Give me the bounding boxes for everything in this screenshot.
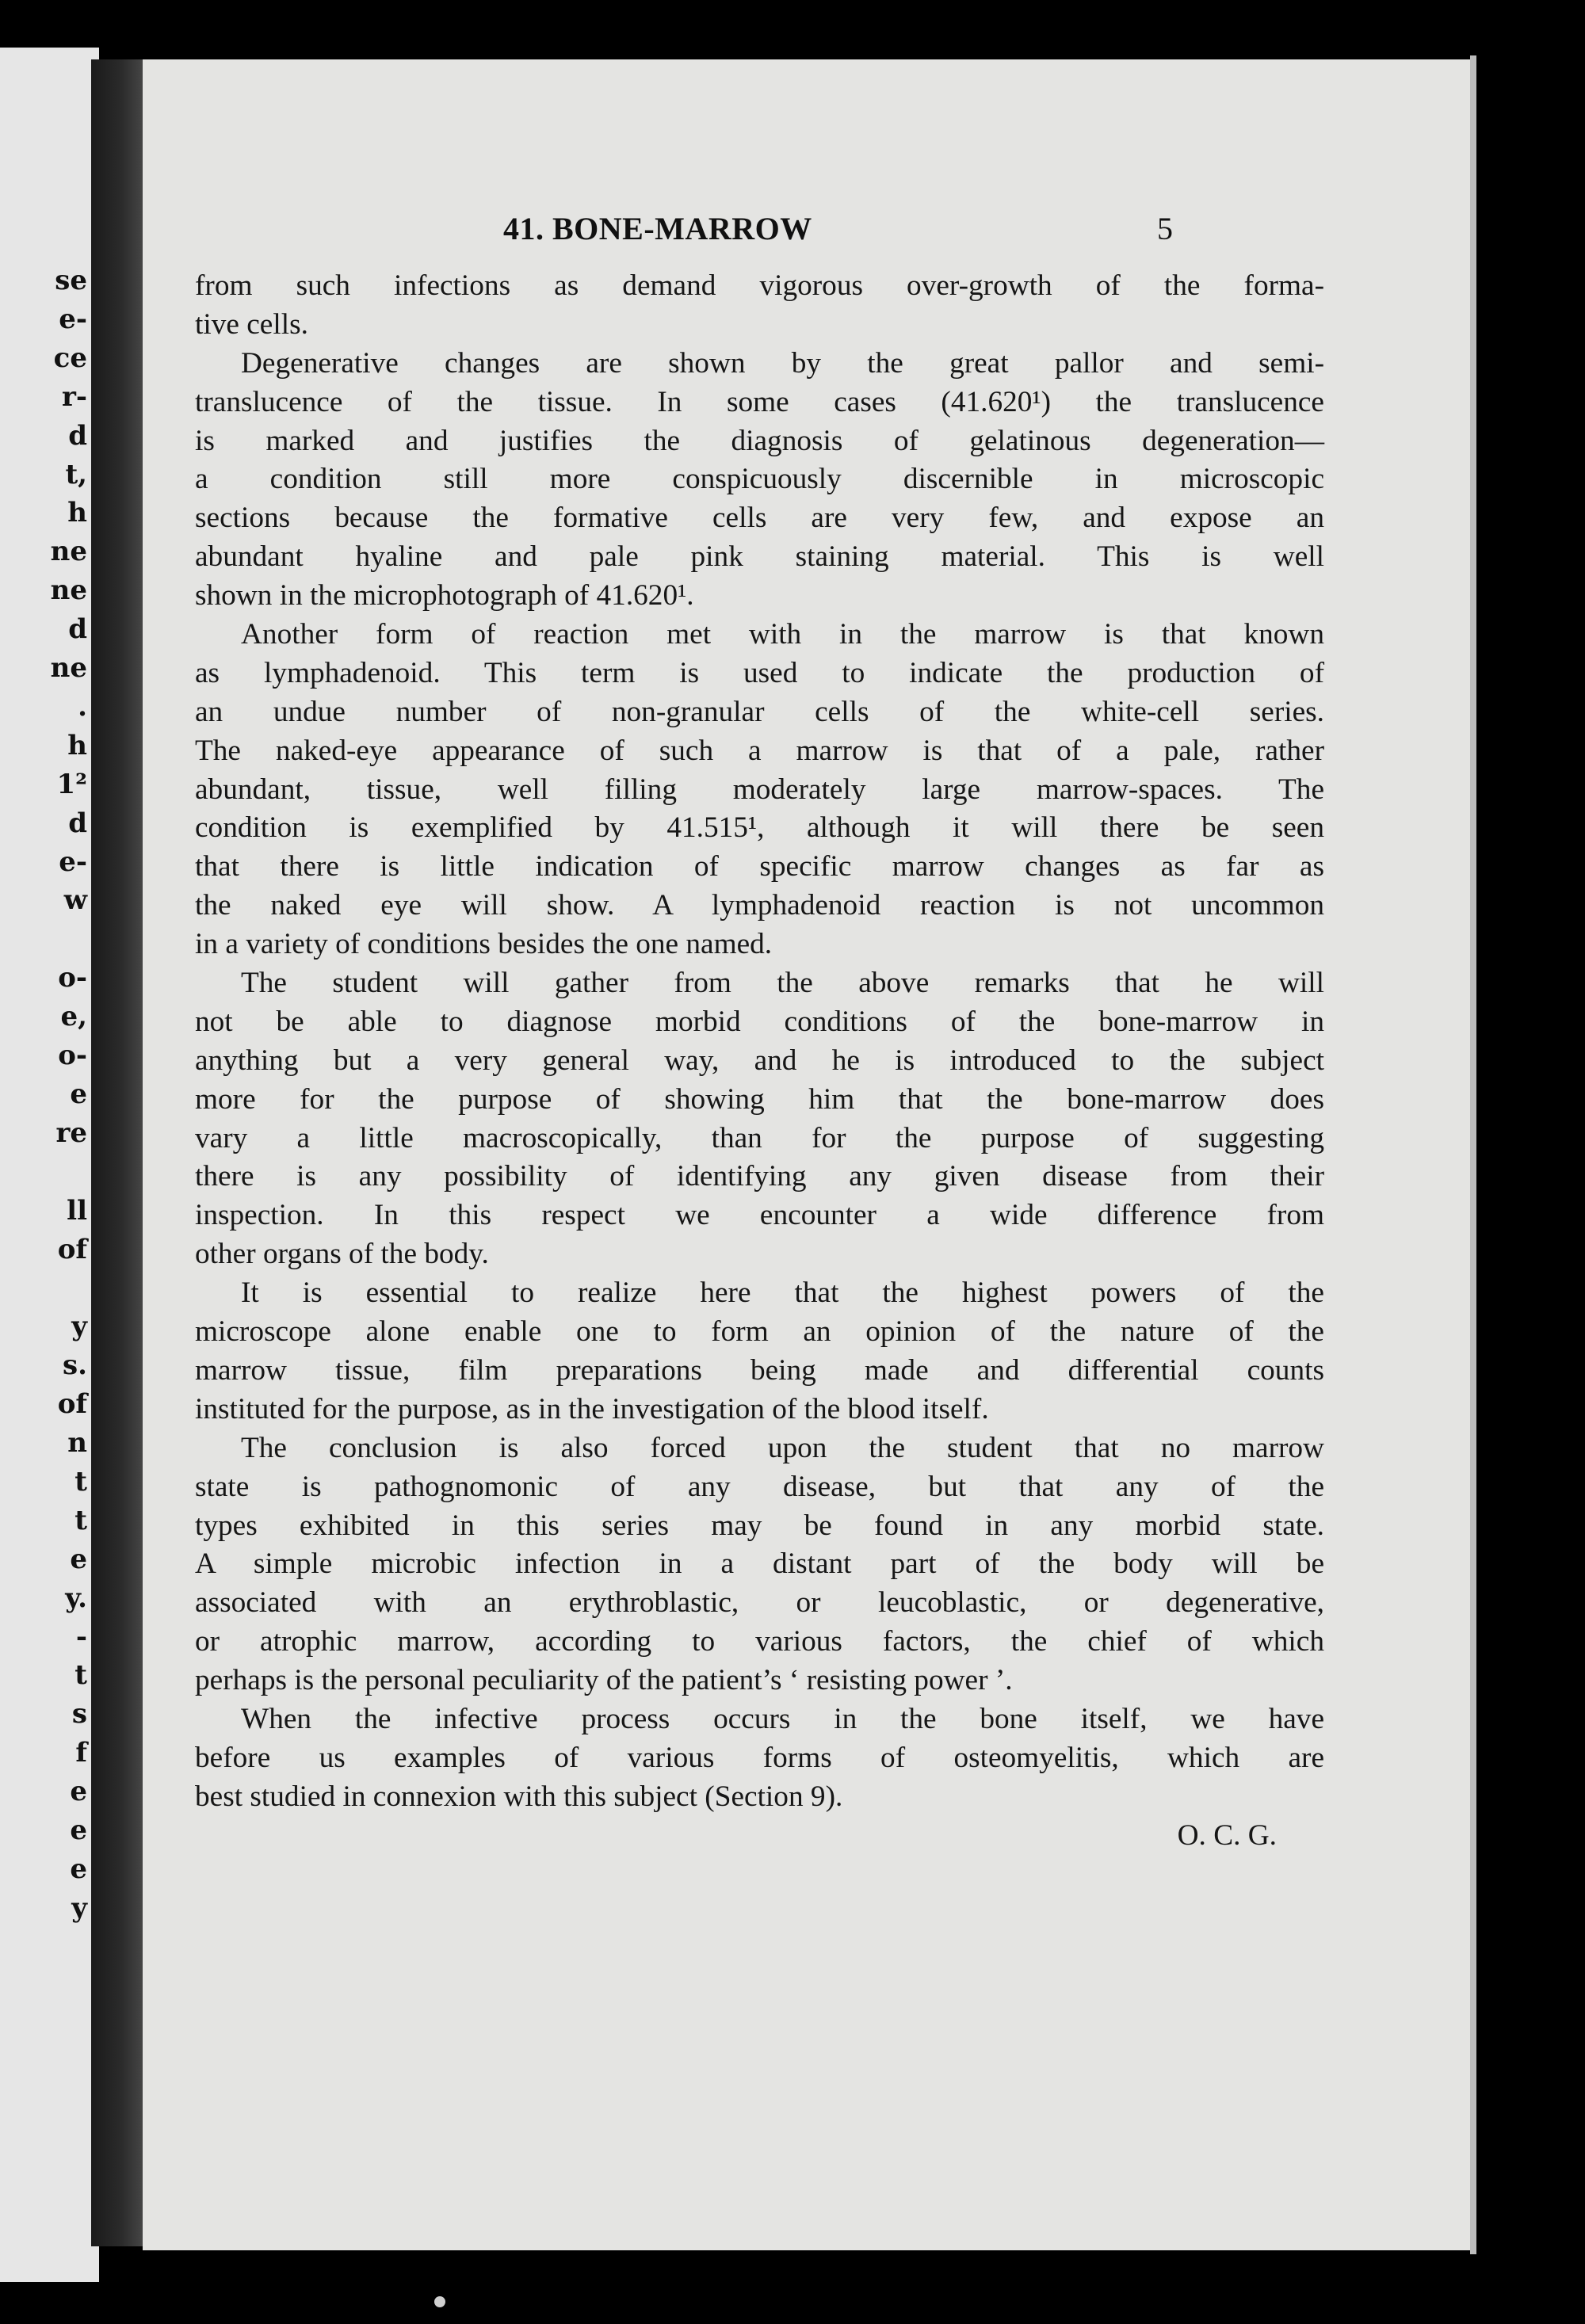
- left-page-fragment: w: [63, 884, 87, 917]
- left-page-fragment: t: [74, 1465, 87, 1498]
- text-line: an undue number of non-granular cells of the white-cell series.: [195, 695, 1324, 728]
- running-head: 41. BONE-MARROW: [503, 211, 812, 246]
- left-page-fragment: e: [70, 1853, 87, 1885]
- text-line: condition is exemplified by 41.515¹, although it will there be seen: [195, 811, 1324, 845]
- text-line: perhaps is the personal peculiarity of the patient’s ‘ resisting power ’.: [195, 1664, 1013, 1697]
- text-line: best studied in connexion with this subject (Section 9).: [195, 1780, 843, 1813]
- text-line: a condition still more conspicuously discernible in microscopic: [195, 463, 1324, 496]
- text-line: as lymphadenoid. This term is used to indicate the production of: [195, 656, 1324, 689]
- left-page-fragment: e: [70, 1776, 87, 1808]
- left-page-fragment: o-: [58, 962, 87, 994]
- left-page-fragment: e: [70, 1815, 87, 1846]
- left-page-fragment: e: [70, 1543, 87, 1575]
- text-line: not be able to diagnose morbid conditions of the bone-marrow in: [195, 1005, 1324, 1038]
- left-page-fragment: re: [55, 1116, 87, 1149]
- text-line: Degenerative changes are shown by the great pallor and semi-: [241, 346, 1324, 380]
- left-page-fragment: ll: [67, 1194, 87, 1227]
- text-line: the naked eye will show. A lymphadenoid reaction is not uncommon: [195, 889, 1324, 922]
- book-gutter-shadow: [91, 59, 147, 2246]
- left-page-fragment: 1²: [56, 768, 87, 800]
- text-line: state is pathognomonic of any disease, but that any of the: [195, 1470, 1324, 1503]
- left-page-fragment: y: [71, 1891, 87, 1924]
- left-page-fragment: y.: [65, 1582, 87, 1614]
- text-line: tive cells.: [195, 307, 308, 341]
- text-line: that there is little indication of specific marrow changes as far as: [195, 850, 1324, 883]
- author-initials: O. C. G.: [1177, 1818, 1277, 1852]
- text-line: The conclusion is also forced upon the student that no marrow: [241, 1431, 1324, 1464]
- left-page-fragment: h: [67, 729, 87, 761]
- left-page-fragment: -: [75, 1620, 87, 1653]
- text-line: shown in the microphotograph of 41.620¹.: [195, 579, 694, 612]
- left-page-fragment: s: [71, 1698, 87, 1731]
- text-line: A simple microbic infection in a distant part of the body will be: [195, 1547, 1324, 1581]
- text-line: or atrophic marrow, according to various factors, the chief of which: [195, 1625, 1324, 1658]
- left-page-fragment: ne: [50, 574, 87, 607]
- text-line: abundant hyaline and pale pink staining material. This is well: [195, 540, 1324, 574]
- text-line: instituted for the purpose, as in the investigation of the blood itself.: [195, 1392, 989, 1425]
- text-line: before us examples of various forms of osteomyelitis, which are: [195, 1741, 1324, 1774]
- text-line: marrow tissue, film preparations being made and differential counts: [195, 1353, 1324, 1387]
- page: [143, 59, 1470, 2250]
- left-page-fragment: e-: [59, 303, 87, 335]
- text-line: It is essential to realize here that the highest powers of the: [241, 1276, 1324, 1310]
- left-page-fragment: ce: [53, 342, 87, 374]
- text-line: sections because the formative cells are very few, and expose an: [195, 502, 1324, 535]
- text-line: there is any possibility of identifying any given disease from their: [195, 1160, 1324, 1193]
- text-line: other organs of the body.: [195, 1238, 489, 1271]
- text-line: translucence of the tissue. In some cases (41.620¹) the translucence: [195, 385, 1324, 418]
- left-page-fragment: s.: [63, 1349, 87, 1382]
- body-text: [195, 267, 1324, 1856]
- text-line: is marked and justifies the diagnosis of gelatinous degeneration—: [195, 424, 1324, 457]
- left-page-fragment: ne: [50, 536, 87, 568]
- text-line: The student will gather from the above remarks that he will: [241, 967, 1324, 1000]
- left-page-fragment: e: [70, 1078, 87, 1110]
- text-line: types exhibited in this series may be found in any morbid state.: [195, 1509, 1324, 1542]
- left-page-fragment: t,: [65, 458, 87, 490]
- left-page-fragment: r-: [61, 380, 87, 413]
- left-page-fragment: d: [68, 613, 87, 646]
- text-line: abundant, tissue, well filling moderately large marrow-spaces. The: [195, 773, 1324, 806]
- text-line: in a variety of conditions besides the one named.: [195, 928, 773, 961]
- left-page-fragment: t: [74, 1659, 87, 1692]
- page-number: 5: [1157, 211, 1173, 246]
- text-line: microscope alone enable one to form an opinion of the nature of the: [195, 1315, 1324, 1349]
- text-line: associated with an erythroblastic, or leucoblastic, or degenerative,: [195, 1586, 1324, 1620]
- left-page-fragment: of: [57, 1388, 87, 1421]
- left-page-fragment: o-: [58, 1040, 87, 1071]
- text-line: When the infective process occurs in the bone itself, we have: [241, 1702, 1324, 1735]
- left-page-fragment: h: [67, 497, 87, 529]
- scan-speck: [434, 2296, 445, 2307]
- text-line: The naked-eye appearance of such a marrow is that of a pale, rather: [195, 734, 1324, 767]
- left-page-fragment: d: [68, 807, 87, 839]
- left-page-fragment: e-: [59, 845, 87, 878]
- page-edge: [1470, 55, 1476, 2254]
- left-page-fragment: se: [55, 265, 87, 296]
- text-line: from such infections as demand vigorous over-growth of the forma-: [195, 269, 1324, 302]
- text-line: anything but a very general way, and he is introduced to the subject: [195, 1044, 1324, 1077]
- left-page-edge: [0, 48, 99, 2282]
- text-line: more for the purpose of showing him that the bone-marrow does: [195, 1082, 1324, 1116]
- left-page-fragment: ne: [50, 652, 87, 684]
- left-page-fragment: .: [78, 690, 87, 723]
- left-page-fragment: y: [71, 1311, 87, 1343]
- left-page-fragment: e,: [60, 1001, 87, 1033]
- text-line: Another form of reaction met with in the marrow is that known: [241, 618, 1324, 651]
- left-page-fragment: d: [68, 419, 87, 452]
- left-page-fragment: of: [57, 1233, 87, 1265]
- left-page-fragment: f: [75, 1737, 87, 1769]
- text-line: inspection. In this respect we encounter a wide difference from: [195, 1199, 1324, 1232]
- text-line: vary a little macroscopically, than for the purpose of suggesting: [195, 1121, 1324, 1154]
- left-page-fragment: t: [74, 1504, 87, 1536]
- left-page-fragment: n: [67, 1427, 87, 1459]
- page-header: [143, 210, 1470, 258]
